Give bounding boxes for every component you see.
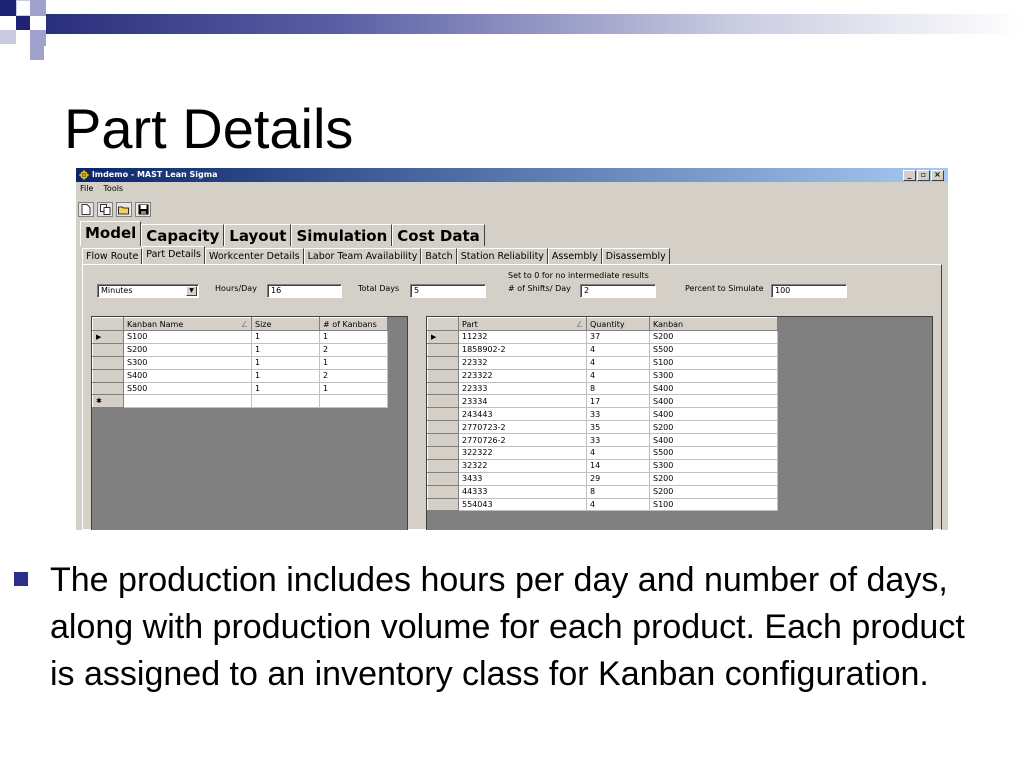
row-selector[interactable] (93, 369, 124, 382)
table-cell[interactable]: 23334 (459, 395, 587, 408)
row-selector[interactable] (428, 472, 459, 485)
kanban-table (92, 317, 388, 408)
table-cell[interactable]: S100 (650, 356, 778, 369)
table-cell[interactable]: S400 (650, 395, 778, 408)
row-selector[interactable] (428, 459, 459, 472)
row-selector[interactable] (428, 434, 459, 447)
table-cell[interactable]: 4 (587, 369, 650, 382)
row-selector[interactable] (428, 498, 459, 511)
sub-tabs (82, 246, 670, 264)
table-cell[interactable]: S200 (650, 421, 778, 434)
table-cell[interactable]: 2 (320, 343, 388, 356)
table-row[interactable] (428, 382, 778, 395)
table-cell[interactable]: S200 (124, 343, 252, 356)
shifts-per-day-input[interactable]: 2 (580, 284, 656, 298)
current-row-icon: ▶ (428, 331, 459, 344)
time-unit-value: Minutes (101, 286, 133, 295)
table-cell[interactable]: 32322 (459, 459, 587, 472)
main-tabs (80, 221, 485, 246)
table-cell[interactable]: S400 (650, 382, 778, 395)
intermediate-note: Set to 0 for no intermediate results (508, 271, 649, 280)
row-selector[interactable] (428, 408, 459, 421)
table-cell[interactable]: S100 (650, 498, 778, 511)
table-cell[interactable]: 4 (587, 498, 650, 511)
table-cell[interactable]: 4 (587, 343, 650, 356)
toolbar (78, 202, 151, 217)
menu-file[interactable]: File (80, 184, 94, 193)
part-table (427, 317, 778, 511)
table-row[interactable] (93, 343, 388, 356)
tab-station-reliability[interactable]: Station Reliability (457, 248, 548, 264)
table-row[interactable] (93, 356, 388, 369)
column-header[interactable]: Kanban Name ∠ (124, 318, 252, 331)
tab-assembly[interactable]: Assembly (548, 248, 602, 264)
menu-tools[interactable]: Tools (103, 184, 124, 193)
table-cell[interactable]: S200 (650, 331, 778, 344)
table-row[interactable] (93, 331, 388, 344)
table-cell[interactable]: 2770723-2 (459, 421, 587, 434)
table-cell[interactable]: 8 (587, 382, 650, 395)
table-row[interactable] (428, 395, 778, 408)
percent-label: Percent to Simulate (685, 284, 764, 293)
time-unit-select[interactable] (97, 284, 199, 298)
table-cell[interactable]: 243443 (459, 408, 587, 421)
table-row[interactable] (428, 485, 778, 498)
table-cell[interactable]: 4 (587, 447, 650, 460)
table-cell[interactable]: S100 (124, 331, 252, 344)
table-row[interactable] (428, 369, 778, 382)
row-selector[interactable] (428, 485, 459, 498)
table-cell[interactable]: 14 (587, 459, 650, 472)
table-cell[interactable]: S500 (650, 447, 778, 460)
table-cell[interactable]: 1 (252, 331, 320, 344)
window-titlebar[interactable] (76, 168, 948, 182)
row-selector[interactable] (428, 382, 459, 395)
table-row[interactable] (428, 343, 778, 356)
row-selector[interactable] (428, 421, 459, 434)
row-selector[interactable] (428, 395, 459, 408)
table-cell[interactable]: 1 (252, 382, 320, 395)
total-days-input[interactable]: 5 (410, 284, 486, 298)
table-cell[interactable]: S400 (124, 369, 252, 382)
tab-layout[interactable]: Layout (224, 224, 291, 246)
table-cell[interactable]: 35 (587, 421, 650, 434)
row-selector[interactable] (428, 447, 459, 460)
table-cell[interactable]: 2770726-2 (459, 434, 587, 447)
row-selector-header (428, 318, 459, 331)
column-header[interactable]: Size (252, 318, 320, 331)
table-cell[interactable]: 1 (252, 369, 320, 382)
row-selector[interactable] (428, 369, 459, 382)
table-row[interactable] (428, 356, 778, 369)
current-row-icon: ▶ (93, 331, 124, 344)
table-cell[interactable]: 1 (252, 356, 320, 369)
table-row[interactable] (428, 498, 778, 511)
column-header[interactable]: Quantity (587, 318, 650, 331)
menu-bar (76, 182, 123, 196)
table-cell[interactable]: 8 (587, 485, 650, 498)
minimize-icon[interactable]: _ (903, 170, 916, 181)
table-cell[interactable]: 33 (587, 434, 650, 447)
table-cell[interactable] (320, 395, 388, 408)
slide-title: Part Details (64, 97, 354, 160)
table-cell[interactable]: 33 (587, 408, 650, 421)
table-cell[interactable]: 44333 (459, 485, 587, 498)
table-row[interactable] (428, 434, 778, 447)
table-cell[interactable]: 11232 (459, 331, 587, 344)
row-selector[interactable] (93, 382, 124, 395)
tab-batch[interactable]: Batch (421, 248, 456, 264)
app-icon (79, 170, 89, 180)
chevron-down-icon[interactable]: ▼ (186, 286, 197, 296)
days-label: Total Days (358, 284, 400, 293)
open-icon[interactable] (116, 202, 132, 217)
shifts-label: # of Shifts/ Day (508, 284, 571, 293)
table-cell[interactable]: S300 (124, 356, 252, 369)
table-cell[interactable]: 22332 (459, 356, 587, 369)
copy-icon[interactable] (97, 202, 113, 217)
table-row[interactable] (93, 369, 388, 382)
row-selector-header (93, 318, 124, 331)
column-header[interactable]: Kanban (650, 318, 778, 331)
table-cell[interactable]: 1 (320, 356, 388, 369)
table-cell[interactable] (124, 395, 252, 408)
table-row[interactable] (428, 472, 778, 485)
table-cell[interactable]: 1858902-2 (459, 343, 587, 356)
table-cell[interactable]: 17 (587, 395, 650, 408)
table-cell[interactable]: S300 (650, 369, 778, 382)
table-cell[interactable]: 29 (587, 472, 650, 485)
table-cell[interactable]: 3433 (459, 472, 587, 485)
table-cell[interactable]: S200 (650, 485, 778, 498)
bullet-marker (14, 572, 28, 586)
table-cell[interactable]: 22333 (459, 382, 587, 395)
table-cell[interactable]: 1 (320, 382, 388, 395)
close-icon[interactable]: × (931, 170, 944, 181)
hours-per-day-input[interactable]: 16 (267, 284, 342, 298)
restore-icon[interactable]: ▫ (917, 170, 930, 181)
tab-model[interactable]: Model (80, 221, 141, 246)
table-cell[interactable]: 223322 (459, 369, 587, 382)
new-row-icon: ✱ (93, 395, 124, 408)
table-cell[interactable]: 2 (320, 369, 388, 382)
table-cell[interactable]: S200 (650, 472, 778, 485)
row-selector[interactable] (93, 343, 124, 356)
tab-disassembly[interactable]: Disassembly (602, 248, 670, 264)
table-cell[interactable]: 4 (587, 356, 650, 369)
table-cell[interactable]: 322322 (459, 447, 587, 460)
window-title: lmdemo - MAST Lean Sigma (92, 170, 218, 179)
table-cell[interactable]: 1 (320, 331, 388, 344)
table-cell[interactable]: 37 (587, 331, 650, 344)
tab-cost-data[interactable]: Cost Data (392, 224, 485, 246)
part-details-panel (82, 264, 942, 530)
table-row[interactable] (428, 421, 778, 434)
table-row[interactable] (93, 382, 388, 395)
table-row[interactable] (428, 331, 778, 344)
row-selector[interactable] (428, 343, 459, 356)
tab-workcenter-details[interactable]: Workcenter Details (205, 248, 304, 264)
tab-simulation[interactable]: Simulation (291, 224, 392, 246)
part-grid[interactable] (426, 316, 933, 530)
new-icon[interactable] (78, 202, 94, 217)
tab-flow-route[interactable]: Flow Route (82, 248, 142, 264)
slide-decoration (0, 0, 90, 70)
column-header[interactable]: # of Kanbans (320, 318, 388, 331)
table-cell[interactable] (252, 395, 320, 408)
table-cell[interactable]: S500 (124, 382, 252, 395)
row-selector[interactable] (93, 356, 124, 369)
table-row[interactable] (428, 408, 778, 421)
table-cell[interactable]: S400 (650, 408, 778, 421)
table-cell[interactable]: S500 (650, 343, 778, 356)
bullet-text: The production includes hours per day and number of days, along with production volume for each product. Each product is assigned to an inventory class for Kanban configuration. (50, 561, 965, 693)
table-row[interactable] (428, 447, 778, 460)
kanban-grid[interactable] (91, 316, 408, 530)
tab-part-details[interactable]: Part Details (142, 246, 205, 264)
new-row[interactable] (93, 395, 388, 408)
tab-capacity[interactable]: Capacity (141, 224, 224, 246)
percent-to-simulate-input[interactable]: 100 (771, 284, 847, 298)
row-selector[interactable] (428, 356, 459, 369)
table-cell[interactable]: 554043 (459, 498, 587, 511)
column-header[interactable]: Part ∠ (459, 318, 587, 331)
hours-label: Hours/Day (215, 284, 257, 293)
save-icon[interactable] (135, 202, 151, 217)
table-row[interactable] (428, 459, 778, 472)
table-cell[interactable]: S400 (650, 434, 778, 447)
table-cell[interactable]: S300 (650, 459, 778, 472)
slide-header-bar (46, 14, 1024, 34)
table-cell[interactable]: 1 (252, 343, 320, 356)
tab-labor-team-availability[interactable]: Labor Team Availability (304, 248, 422, 264)
app-window (76, 168, 948, 530)
